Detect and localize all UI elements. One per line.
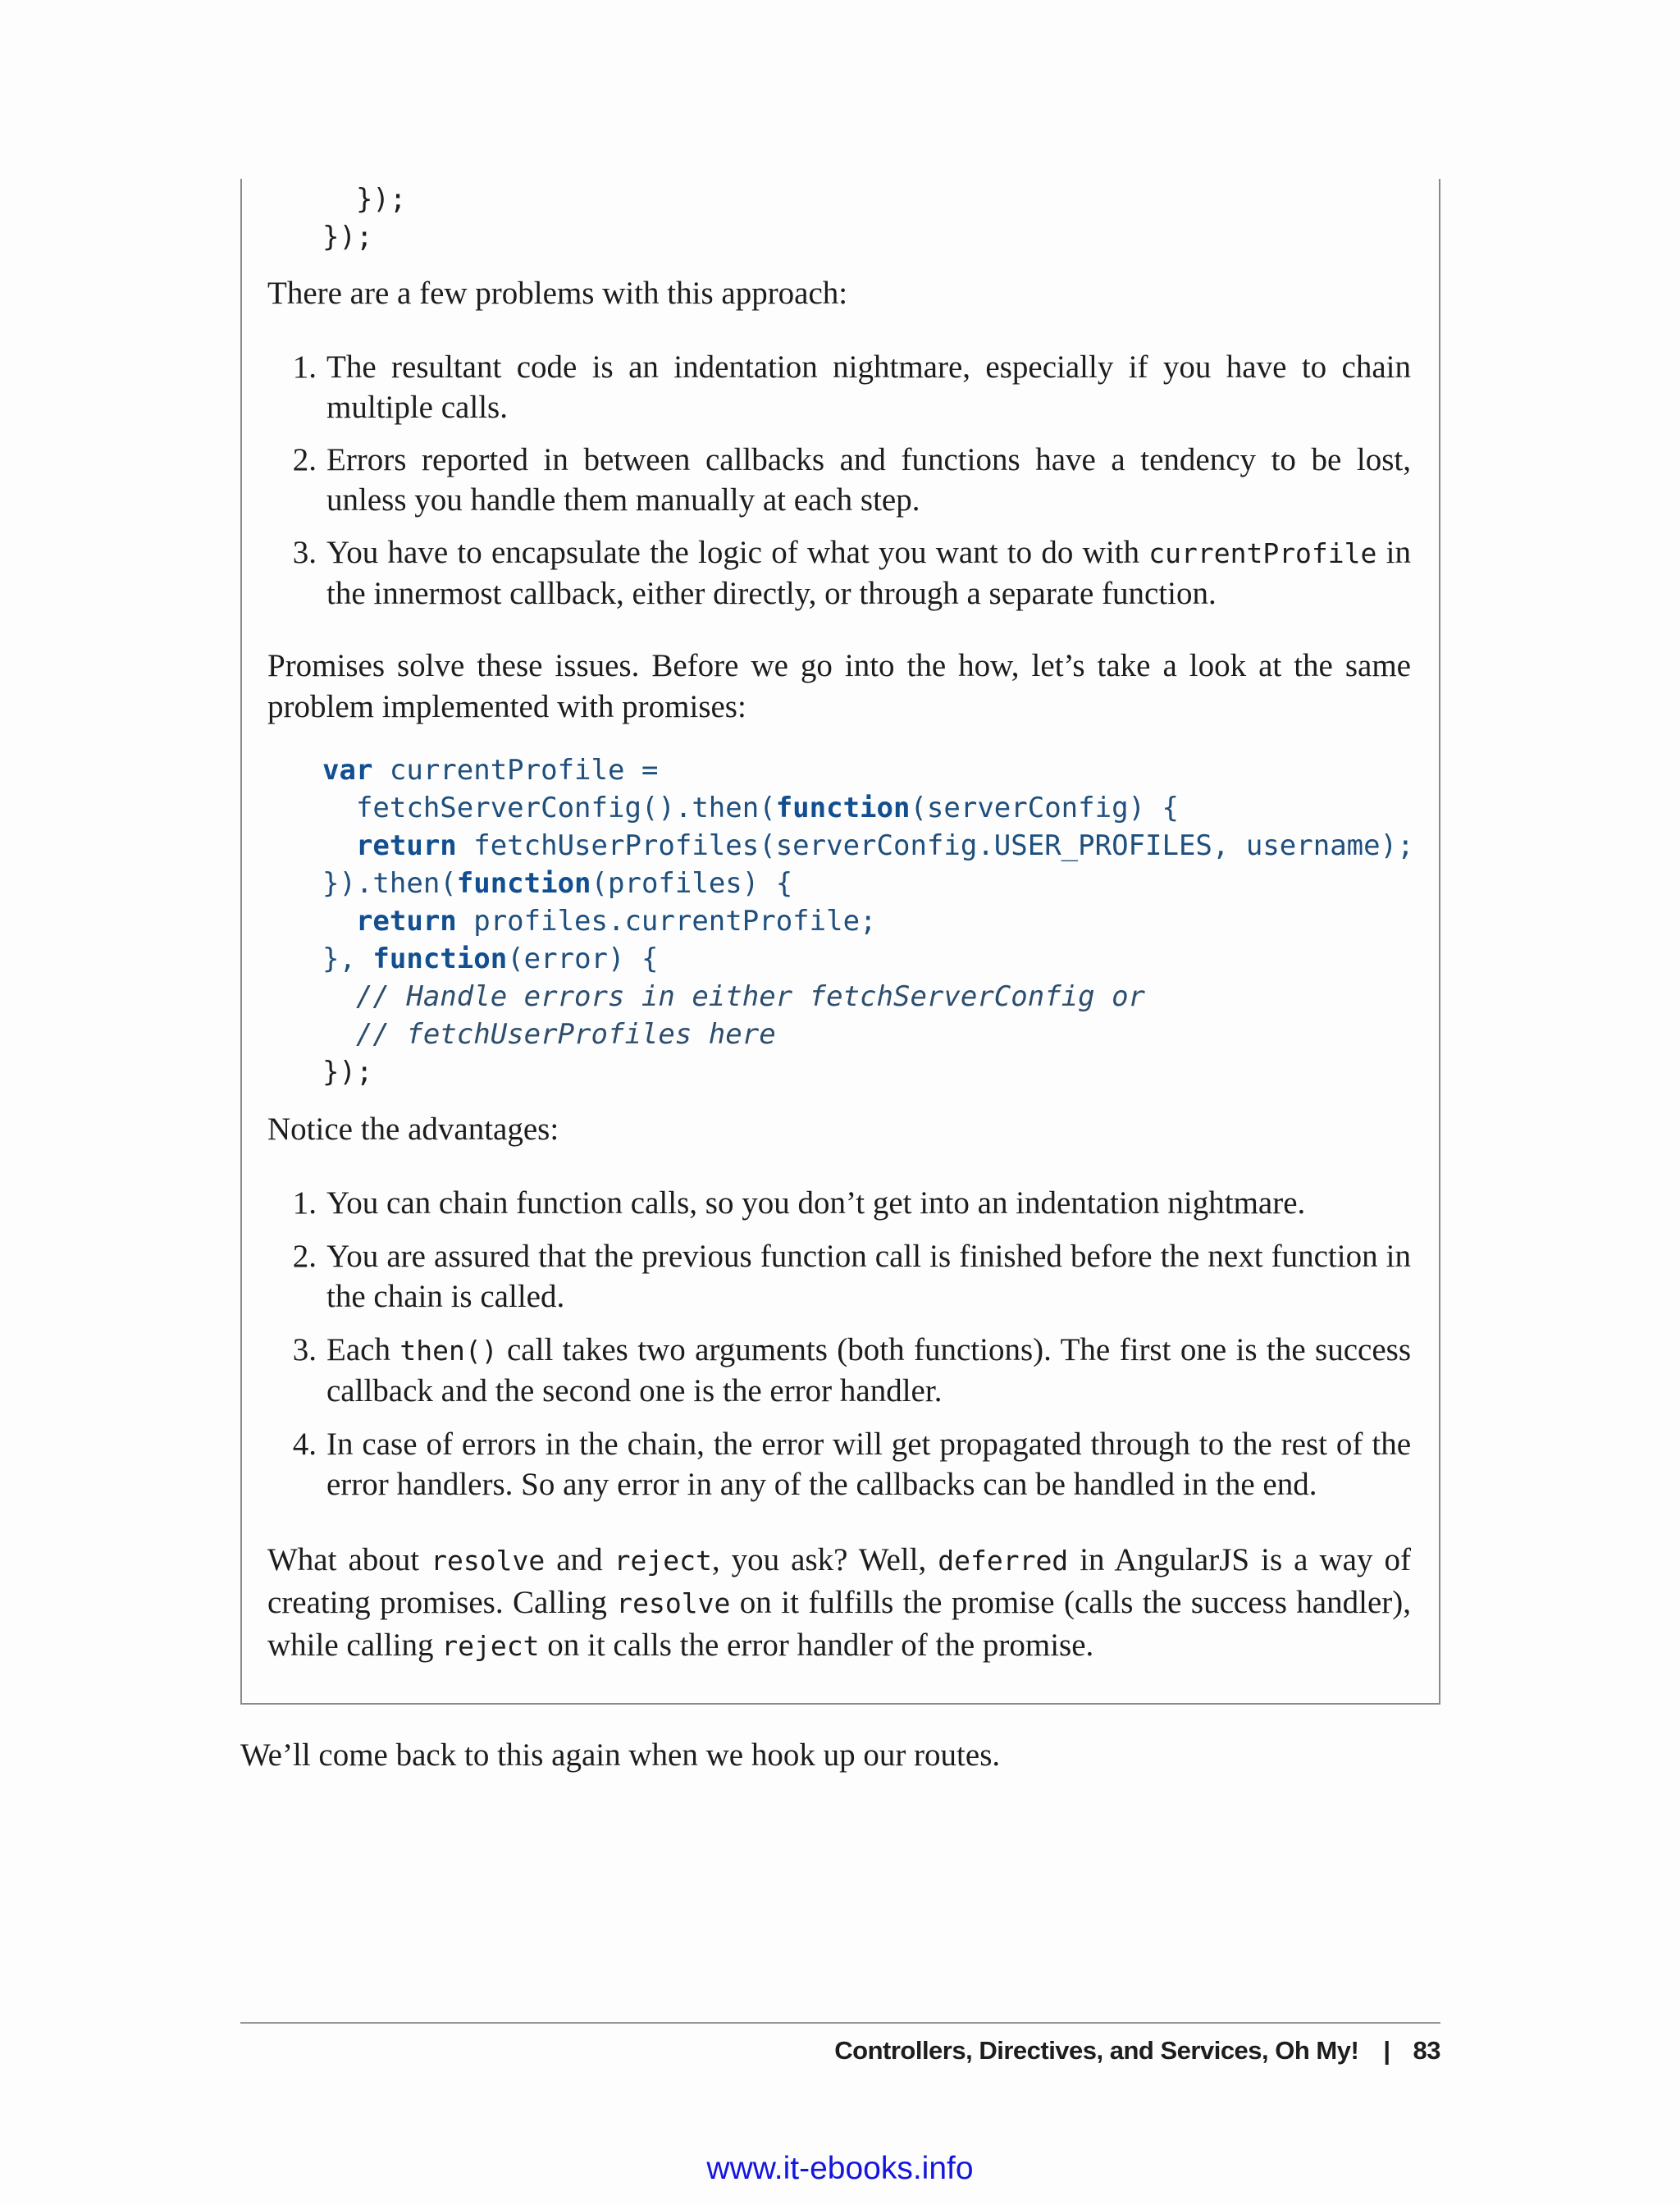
footer-rule (240, 2022, 1440, 2024)
closing-paragraph: We’ll come back to this again when we hook up our routes. (240, 1737, 1001, 1773)
code-keyword: function (456, 867, 591, 900)
promise-code-block (322, 751, 1414, 1091)
footer-separator: | (1383, 2036, 1390, 2065)
code-text: profiles.currentProfile; (456, 905, 877, 938)
inline-code: then() (399, 1335, 498, 1367)
code-text: (error) { (507, 943, 659, 975)
inline-code: resolve (616, 1587, 731, 1619)
list-number: 4. (292, 1427, 317, 1462)
page-footer (834, 2036, 1440, 2066)
code-comment: // Handle errors in either fetchServerConfig or (322, 980, 1146, 1013)
list-number: 1. (292, 349, 317, 385)
list-item-text: In case of errors in the chain, the error will get propagated through to the rest of the error handlers. So any error in any of the callbacks can be handled in the end. (326, 1427, 1411, 1502)
list-item (267, 1330, 1411, 1411)
inline-code: deferred (938, 1545, 1069, 1577)
advantages-intro: Notice the advantages: (267, 1112, 559, 1147)
intro-paragraph: There are a few problems with this approach: (267, 276, 848, 311)
code-text: currentProfile = (372, 754, 659, 787)
list-item (267, 1236, 1411, 1317)
inline-code: reject (614, 1545, 712, 1577)
list-item-text: in the innermost callback, either directly, or through a separate function. (326, 535, 1411, 611)
list-number: 3. (292, 535, 317, 570)
code-keyword: return (322, 829, 457, 862)
list-item-text: call takes two arguments (both functions). The first one is the success callback and the second one is the error handler. (326, 1332, 1412, 1408)
code-text: fetchServerConfig().then( (322, 792, 776, 824)
watermark-link[interactable]: www.it-ebooks.info (706, 2151, 974, 2186)
code-fragment-top (322, 180, 406, 256)
code-keyword: return (322, 905, 457, 938)
code-text: (profiles) { (591, 867, 793, 900)
code-line (322, 940, 1414, 978)
code-line (322, 751, 1414, 789)
inline-code: resolve (431, 1545, 546, 1577)
list-item-text: You are assured that the previous function call is finished before the next function in the chain is called. (326, 1239, 1411, 1314)
code-line (322, 827, 1414, 865)
list-item-text: The resultant code is an indentation nightmare, especially if you have to chain multiple calls. (326, 349, 1411, 425)
code-text: (serverConfig) { (910, 792, 1179, 824)
code-text: fetchUserProfiles(serverConfig.USER_PROFILES, username); (456, 829, 1414, 862)
inline-code: reject (441, 1630, 540, 1662)
page-number: 83 (1413, 2036, 1440, 2065)
code-text: }).then( (322, 867, 457, 900)
inline-code: currentProfile (1148, 537, 1377, 569)
code-line (322, 789, 1414, 827)
code-line: }); (322, 1056, 373, 1089)
code-line: }); (322, 183, 407, 216)
list-item-text: You have to encapsulate the logic of what you want to do with (326, 535, 1149, 570)
chapter-title: Controllers, Directives, and Services, Oh My! (834, 2036, 1359, 2065)
list-item-text: You can chain function calls, so you don’t get into an indentation nightmare. (326, 1185, 1306, 1221)
resolve-reject-paragraph (267, 1539, 1411, 1667)
code-comment: // fetchUserProfiles here (322, 1018, 776, 1051)
code-keyword: function (775, 792, 911, 824)
code-keyword: var (322, 754, 373, 787)
list-number: 2. (292, 1239, 317, 1274)
list-number: 2. (292, 442, 317, 477)
list-item (267, 1424, 1411, 1504)
code-line: }); (322, 221, 373, 253)
list-item (267, 347, 1411, 427)
list-item (267, 440, 1411, 520)
paragraph-text: What about (267, 1542, 431, 1577)
list-item-text: Errors reported in between callbacks and functions have a tendency to be lost, unless you handle them manually at each step. (326, 442, 1411, 518)
list-number: 1. (292, 1185, 317, 1221)
paragraph-text: , you ask? Well, (711, 1542, 938, 1577)
paragraph-text: in AngularJS is a way of creating promises. Calling (267, 1542, 1412, 1620)
promises-paragraph: Promises solve these issues. Before we go into the how, let’s take a look at the same problem implemented with promises: (267, 648, 1411, 724)
code-line (322, 902, 1414, 940)
code-keyword: function (372, 943, 508, 975)
paragraph-text: on it fulfills the promise (calls the success handler), while calling (267, 1585, 1411, 1663)
code-text: }, (322, 943, 373, 975)
advantages-list (267, 1183, 1411, 1504)
list-item (267, 1183, 1411, 1223)
list-number: 3. (292, 1332, 317, 1367)
code-line (322, 865, 1414, 902)
list-item (267, 532, 1411, 614)
paragraph-text: on it calls the error handler of the promise. (539, 1628, 1094, 1663)
list-item-text: Each (326, 1332, 400, 1367)
problems-list (267, 347, 1411, 614)
paragraph-text: and (545, 1542, 614, 1577)
